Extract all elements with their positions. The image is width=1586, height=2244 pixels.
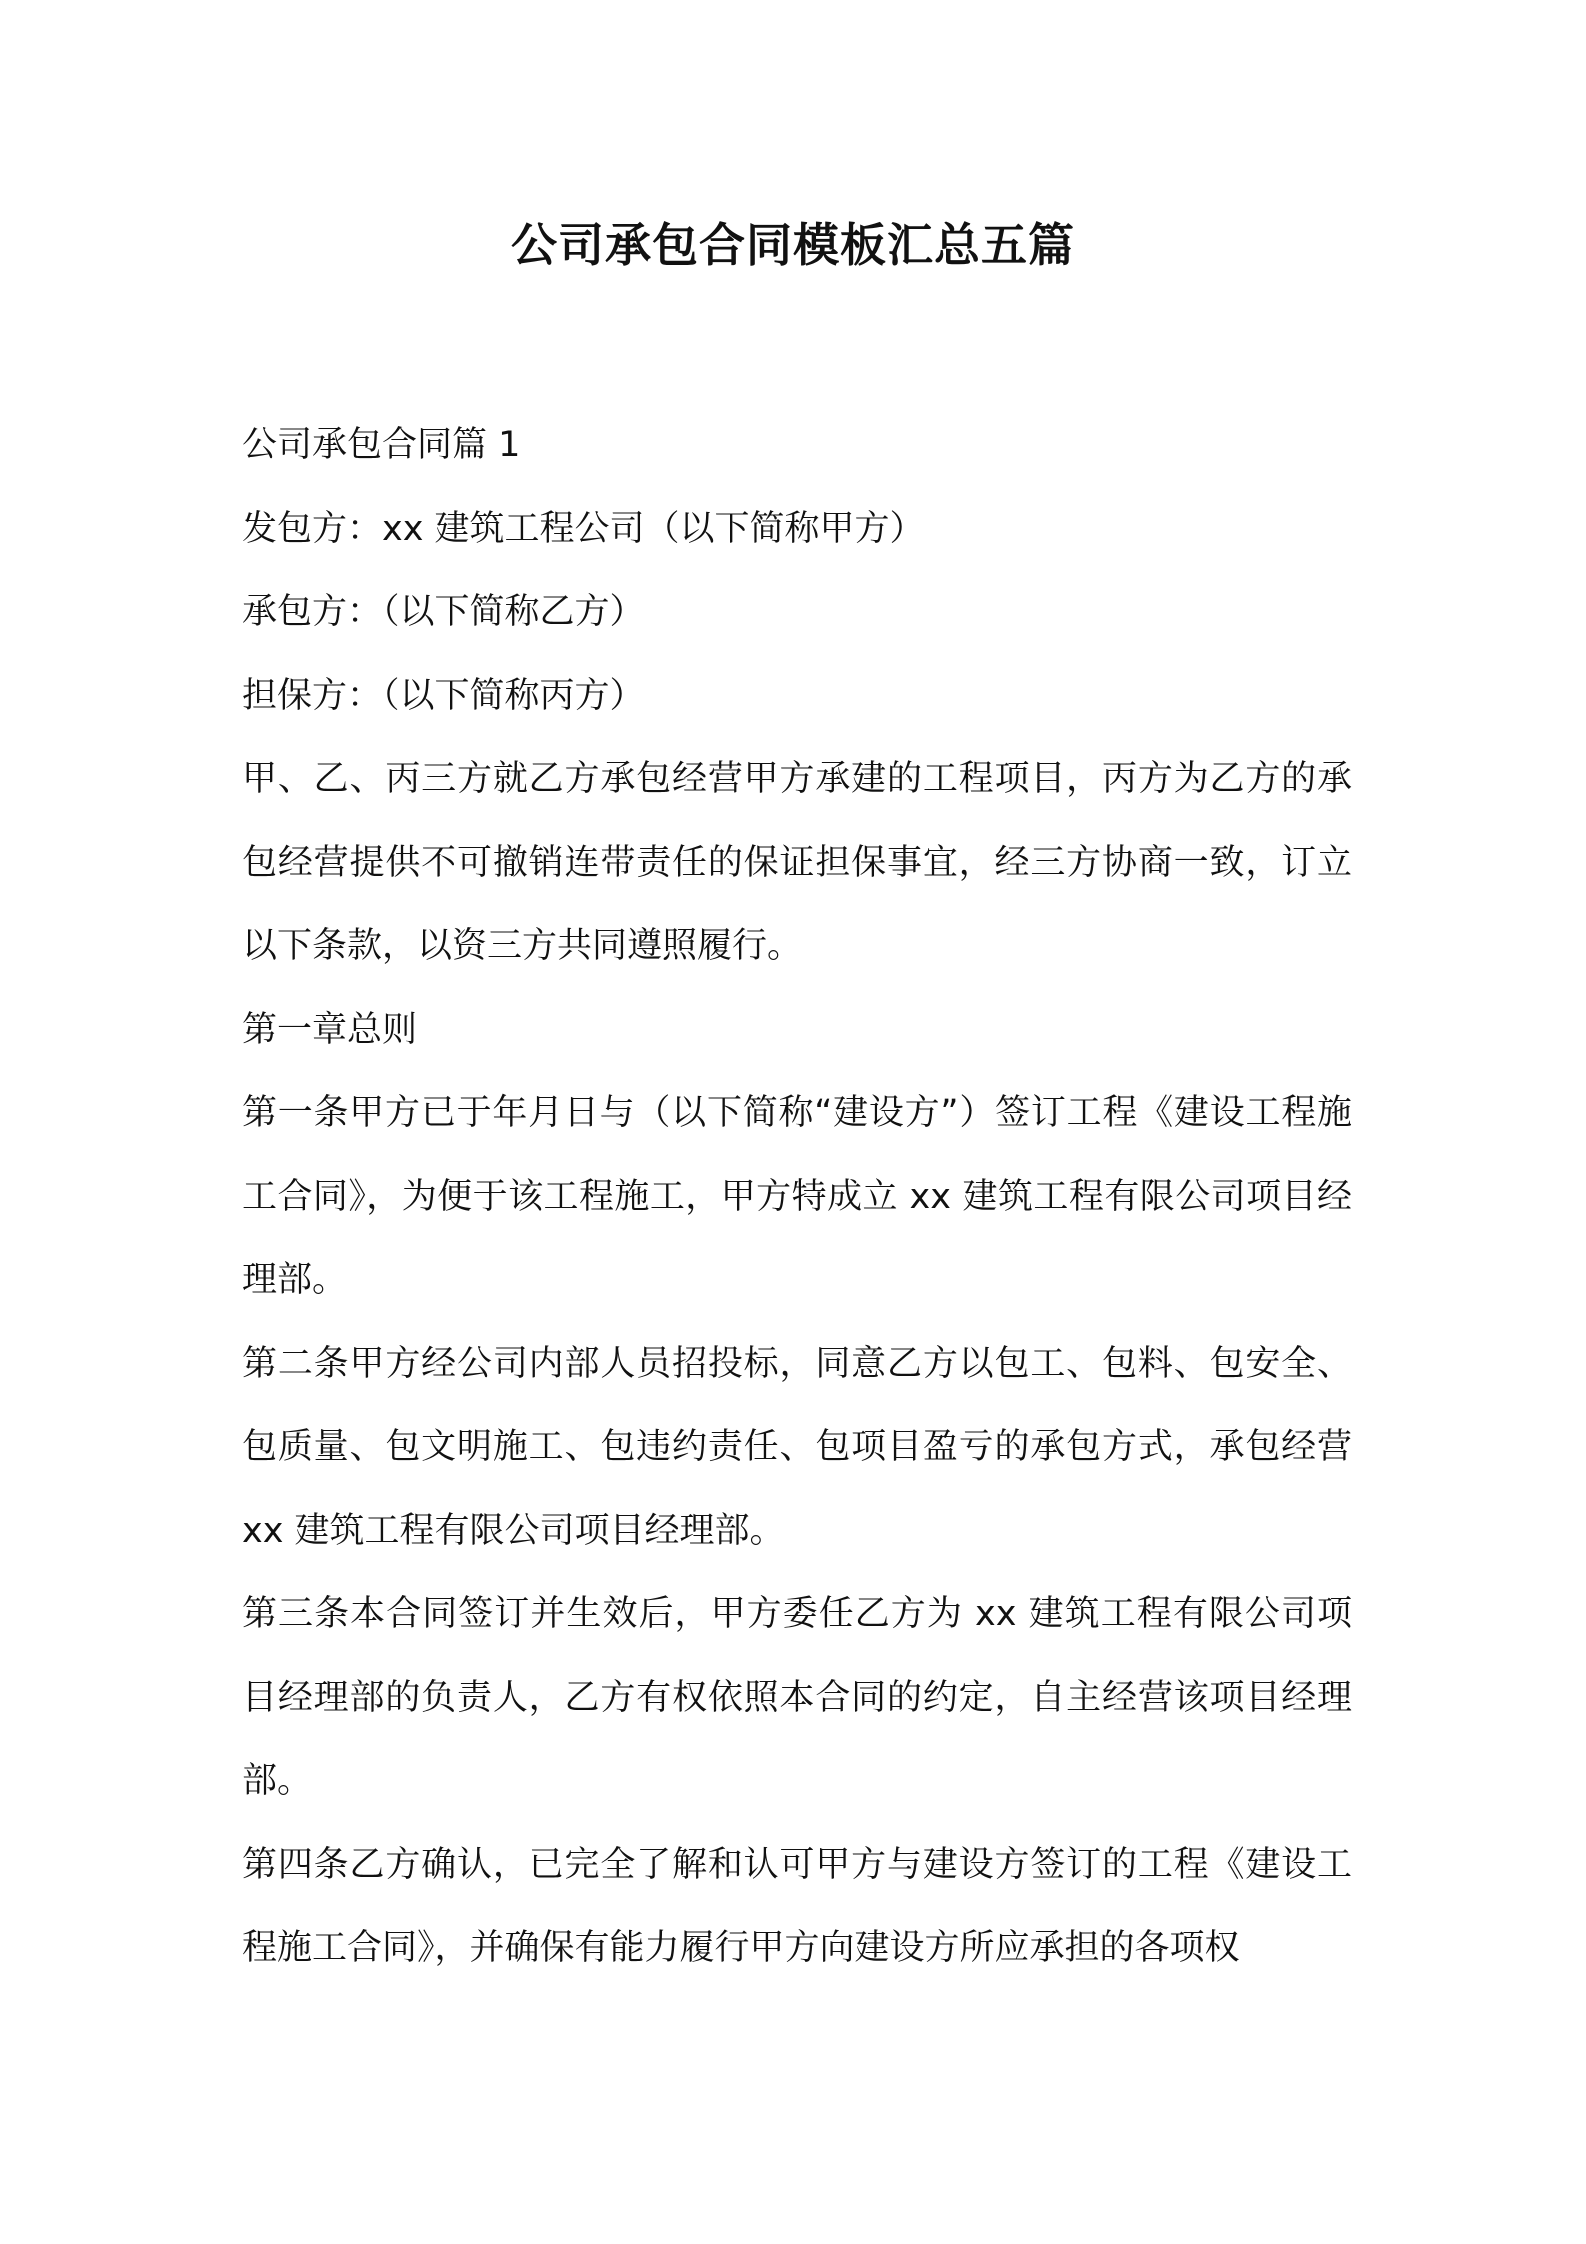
chapter-heading: 第一章总则	[242, 1009, 418, 1050]
document-body	[242, 404, 1352, 1991]
party-a-line: 发包方：xx 建筑工程公司（以下简称甲方）	[242, 508, 925, 549]
article-3-paragraph: 第三条本合同签订并生效后，甲方委任乙方为 xx 建筑工程有限公司项目经理部的负责人，乙方有权依照本合同的约定，自主经营该项目经理部。	[242, 1594, 1352, 1801]
document-title: 公司承包合同模板汇总五篇	[511, 218, 1075, 272]
party-b-line: 承包方：（以下简称乙方）	[242, 592, 645, 632]
guarantor-line: 担保方：（以下简称丙方）	[242, 675, 645, 716]
article-4-paragraph: 第四条乙方确认，已完全了解和认可甲方与建设方签订的工程《建设工程施工合同》，并确保有能力履行甲方向建设方所应承担的各项权	[242, 1844, 1352, 1968]
section-heading: 公司承包合同篇 1	[242, 425, 521, 465]
article-1-paragraph: 第一条甲方已于年月日与（以下简称“建设方”）签订工程《建设工程施工合同》，为便于该工程施工，甲方特成立 xx 建筑工程有限公司项目经理部。	[242, 1093, 1352, 1300]
preamble-paragraph: 甲、乙、丙三方就乙方承包经营甲方承建的工程项目，丙方为乙方的承包经营提供不可撤销连带责任的保证担保事宜，经三方协商一致，订立以下条款，以资三方共同遵照履行。	[242, 759, 1352, 966]
article-2-paragraph: 第二条甲方经公司内部人员招投标，同意乙方以包工、包料、包安全、包质量、包文明施工、包违约责任、包项目盈亏的承包方式，承包经营 xx 建筑工程有限公司项目经理部。	[242, 1343, 1352, 1551]
